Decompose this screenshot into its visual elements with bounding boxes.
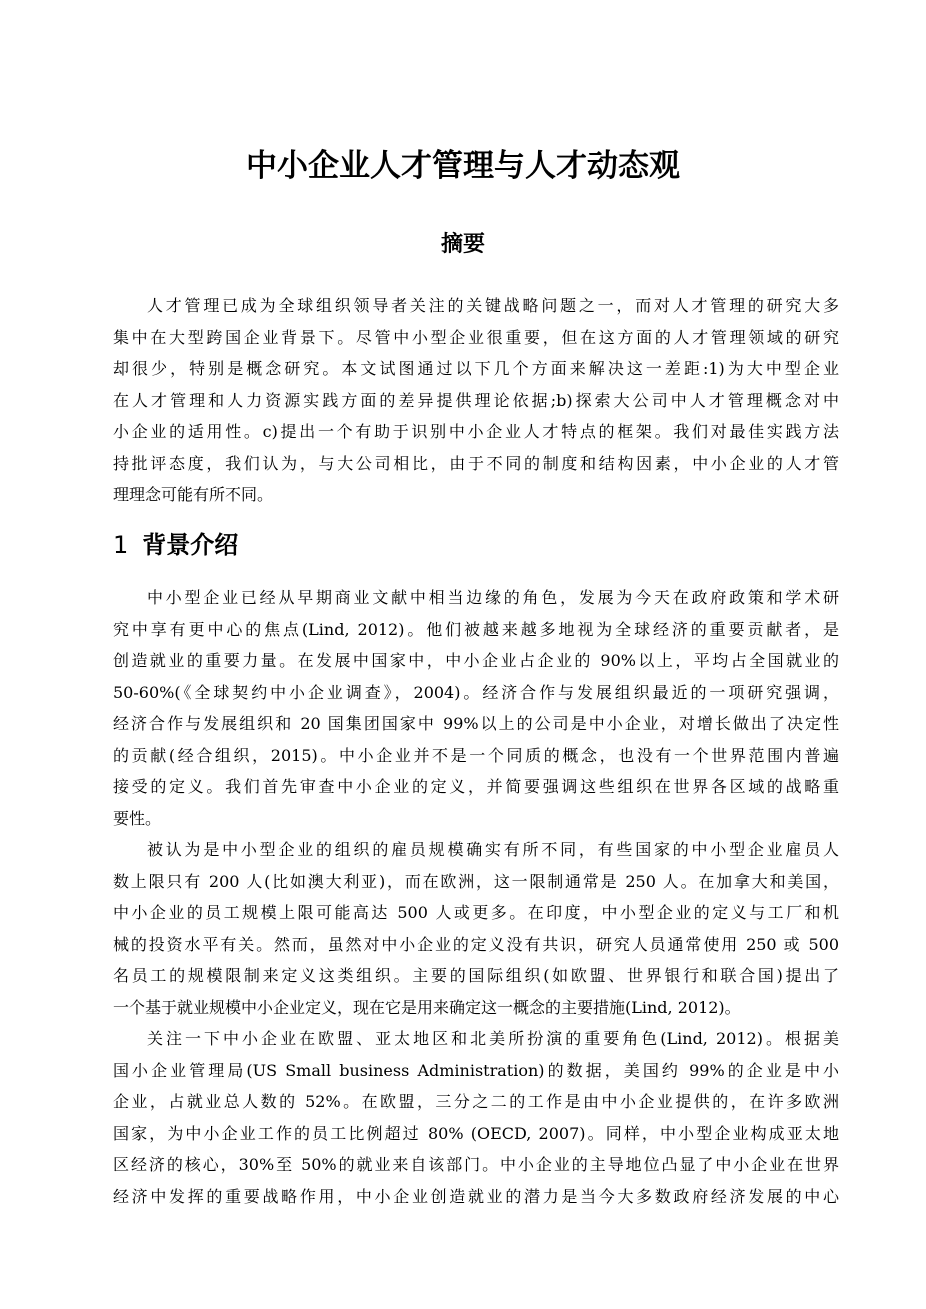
body-line: 械的投资水平有关。然而，虽然对中小企业的定义没有共识，研究人员通常使用 250 或 500 xyxy=(113,934,839,954)
body-line: 被认为是中小型企业的组织的雇员规模确实有所不同，有些国家的中小型企业雇员人 xyxy=(147,840,839,859)
body-paragraph-1 xyxy=(113,582,839,834)
body-line: 一个基于就业规模中小企业定义，现在它是用来确定这一概念的主要措施(Lind, 2012)。 xyxy=(113,997,741,1017)
body-line: 中小企业的员工规模上限可能高达 500 人或更多。在印度，中小型企业的定义与工厂和机 xyxy=(113,903,839,922)
section-heading xyxy=(113,524,238,566)
body-line: 经济合作与发展组织和 20 国集团国家中 99%以上的公司是中小企业，对增长做出了决定性 xyxy=(113,714,839,733)
section-title: 背景介绍 xyxy=(142,531,239,559)
body-line: 数上限只有 200 人(比如澳大利亚)，而在欧洲，这一限制通常是 250 人。在加拿大和美国， xyxy=(113,871,839,891)
body-line: 的贡献(经合组织，2015)。中小企业并不是一个同质的概念，也没有一个世界范围内普遍 xyxy=(113,745,839,765)
body-paragraph-2 xyxy=(113,834,839,1023)
body-line: 究中享有更中心的焦点(Lind, 2012)。他们被越来越多地视为全球经济的重要贡献者，是 xyxy=(113,619,839,639)
body-line: 关注一下中小企业在欧盟、亚太地区和北美所扮演的重要角色(Lind, 2012)。根据美 xyxy=(147,1029,839,1048)
abstract-line: 却很少，特别是概念研究。本文试图通过以下几个方面来解决这一差距:1)为大中型企业 xyxy=(113,359,839,378)
abstract-line: 人才管理已成为全球组织领导者关注的关键战略问题之一，而对人才管理的研究大多 xyxy=(147,296,839,315)
abstract-heading: 摘要 xyxy=(440,232,485,257)
section-body xyxy=(113,582,839,1212)
body-line: 50-60%(《全球契约中小企业调查》，2004)。经济合作与发展组织最近的一项研究强调， xyxy=(113,682,839,702)
body-line: 经济中发挥的重要战略作用，中小企业创造就业的潜力是当今大多数政府经济发展的中心 xyxy=(113,1186,839,1206)
body-paragraph-3 xyxy=(113,1023,839,1212)
body-line: 国家，为中小企业工作的员工比例超过 80% (OECD, 2007)。同样，中小型企业构成亚太地 xyxy=(113,1123,839,1143)
body-line: 名员工的规模限制来定义这类组织。主要的国际组织(如欧盟、世界银行和联合国)提出了 xyxy=(113,966,839,985)
body-line: 国小企业管理局(US Small business Administration)的数据，美国约 99%的企业是中小 xyxy=(113,1060,839,1080)
abstract-line: 集中在大型跨国企业背景下。尽管中小型企业很重要，但在这方面的人才管理领域的研究 xyxy=(113,327,839,347)
abstract-line: 小企业的适用性。c)提出一个有助于识别中小企业人才特点的框架。我们对最佳实践方法 xyxy=(113,422,839,441)
body-line: 企业，占就业总人数的 52%。在欧盟，三分之二的工作是由中小企业提供的，在许多欧洲 xyxy=(113,1092,839,1111)
abstract-paragraph xyxy=(113,290,839,511)
body-line: 要性。 xyxy=(113,808,162,828)
abstract-line: 持批评态度，我们认为，与大公司相比，由于不同的制度和结构因素，中小企业的人才管 xyxy=(113,453,839,473)
body-line: 接受的定义。我们首先审查中小企业的定义，并简要强调这些组织在世界各区域的战略重 xyxy=(113,777,839,796)
body-line: 创造就业的重要力量。在发展中国家中，中小企业占企业的 90%以上，平均占全国就业的 xyxy=(113,651,839,670)
section-number: 1 xyxy=(113,531,129,559)
document-title: 中小企业人才管理与人才动态观 xyxy=(246,148,680,184)
abstract-line: 在人才管理和人力资源实践方面的差异提供理论依据;b)探索大公司中人才管理概念对中 xyxy=(113,390,839,410)
body-line: 区经济的核心，30%至 50%的就业来自该部门。中小企业的主导地位凸显了中小企业在世界 xyxy=(113,1155,839,1174)
body-line: 中小型企业已经从早期商业文献中相当边缘的角色，发展为今天在政府政策和学术研 xyxy=(147,588,839,607)
abstract-line: 理理念可能有所不同。 xyxy=(113,485,274,504)
